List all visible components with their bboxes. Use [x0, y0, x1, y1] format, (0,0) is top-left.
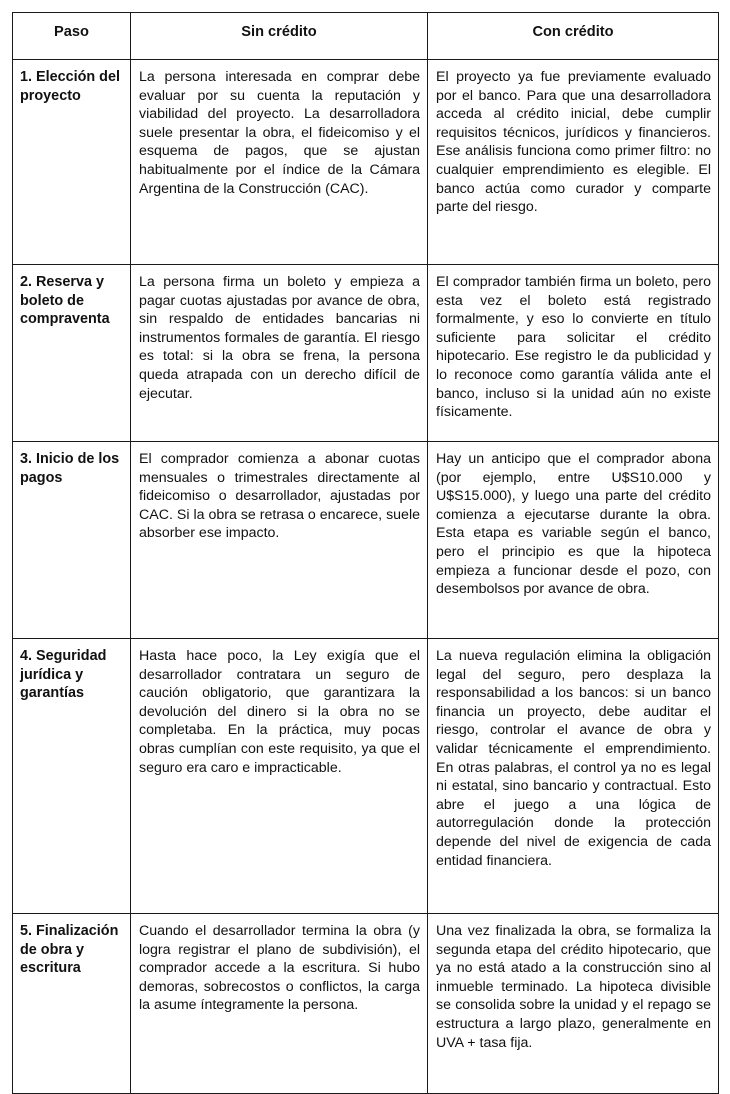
table-body — [13, 60, 719, 1094]
step-cell: 1. Elección del proyecto — [13, 60, 131, 265]
sin-credito-cell: Cuando el desarrollador termina la obra (y logra registrar el plano de subdivisión), el comprador accede a la escritura. Si hubo demoras, sobrecostos o conflictos, la carga la asume íntegramente la persona. — [131, 914, 428, 1094]
sin-credito-cell: Hasta hace poco, la Ley exigía que el desarrollador contratara un seguro de caución obligatorio, que garantizara la devolución del dinero si la obra no se completaba. En la práctica, muy pocas obras cumplían con este requisito, ya que el seguro era caro e impracticable. — [131, 639, 428, 914]
table-row — [13, 442, 719, 639]
con-credito-cell: El comprador también firma un boleto, pero esta vez el boleto está registrado formalmente, y eso lo convierte en título suficiente para solicitar el crédito hipotecario. Ese registro le da publicidad y lo reconoce como garantía válida ante el banco, incluso si la unidad aún no existe físicamente. — [428, 265, 719, 442]
sin-credito-cell: La persona interesada en comprar debe evaluar por su cuenta la reputación y viabilidad del proyecto. La desarrolladora suele presentar la obra, el fideicomiso y el esquema de pagos, que se ajustan habitualmente por el índice de la Cámara Argentina de la Construcción (CAC). — [131, 60, 428, 265]
table-row — [13, 265, 719, 442]
sin-credito-cell: La persona firma un boleto y empieza a pagar cuotas ajustadas por avance de obra, sin respaldo de entidades bancarias ni instrumentos formales de garantía. El riesgo es total: si la obra se frena, la persona queda atrapada con un derecho difícil de ejecutar. — [131, 265, 428, 442]
con-credito-cell: La nueva regulación elimina la obligación legal del seguro, pero desplaza la responsabilidad a los bancos: si un banco financia un proyecto, debe auditar el riesgo, controlar el avance de obra y validar técnicamente el emprendimiento. En otras palabras, el control ya no es legal ni estatal, sino bancario y contractual. Esto abre el juego a una lógica de autorregulación donde la protección depende del nivel de exigencia de cada entidad financiera. — [428, 639, 719, 914]
con-credito-cell: Una vez finalizada la obra, se formaliza la segunda etapa del crédito hipotecario, que ya no está atado a la construcción sino al inmueble terminado. La hipoteca divisible se consolida sobre la unidad y el repago se estructura a largo plazo, generalmente en UVA + tasa fija. — [428, 914, 719, 1094]
table-row — [13, 914, 719, 1094]
con-credito-cell: El proyecto ya fue previamente evaluado por el banco. Para que una desarrolladora acceda al crédito inicial, debe cumplir requisitos técnicos, jurídicos y financieros. Ese análisis funciona como primer filtro: no cualquier emprendimiento es elegible. El banco actúa como curador y comparte parte del riesgo. — [428, 60, 719, 265]
step-cell: 2. Reserva y boleto de compraventa — [13, 265, 131, 442]
table-row — [13, 639, 719, 914]
comparison-table — [12, 12, 719, 1094]
header-sin-credito: Sin crédito — [131, 13, 428, 60]
table-row — [13, 60, 719, 265]
header-con-credito: Con crédito — [428, 13, 719, 60]
con-credito-cell: Hay un anticipo que el comprador abona (por ejemplo, entre U$S10.000 y U$S15.000), y luego una parte del crédito comienza a ejecutarse durante la obra. Esta etapa es variable según el banco, pero el principio es que la hipoteca empieza a funcionar desde el pozo, con desembolsos por avance de obra. — [428, 442, 719, 639]
step-cell: 5. Finalización de obra y escritura — [13, 914, 131, 1094]
header-paso: Paso — [13, 13, 131, 60]
sin-credito-cell: El comprador comienza a abonar cuotas mensuales o trimestrales directamente al fideicomiso o desarrollador, ajustadas por CAC. Si la obra se retrasa o encarece, suele absorber ese impacto. — [131, 442, 428, 639]
step-cell: 4. Seguridad jurídica y garantías — [13, 639, 131, 914]
step-cell: 3. Inicio de los pagos — [13, 442, 131, 639]
header-row — [13, 13, 719, 60]
table-header — [13, 13, 719, 60]
